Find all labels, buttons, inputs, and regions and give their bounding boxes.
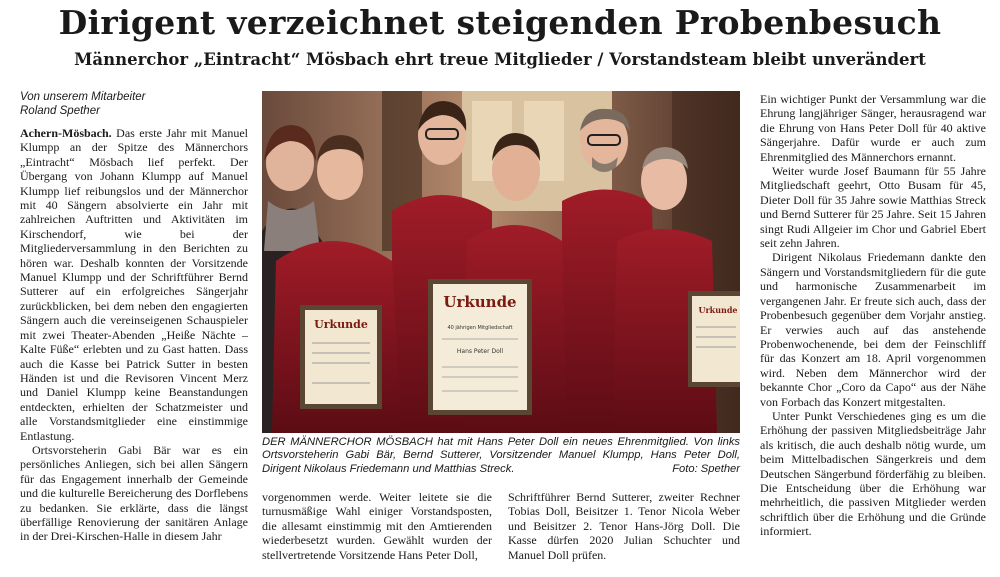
paragraph-text: Das erste Jahr mit Manuel Klumpp an der Spitze des Männerchors „Eintracht“ Mösbach lief perfekt. Der Übergang von Johann Klumpp auf Manuel Klumpp lief reibungslos und der Männerchor mit 40 Sängern absolvierte ein Jahr mit zahlreichen Auftritten und Aktivitäten im Kirschendorf, wie bei der Mitgliederversammlung in den Berichten zu hören war. Deshalb konnten der Vorsitzende Manuel Klumpp und der Schriftführer Bernd Sutterer auf ein erfolgreiches Sängerjahr zurückblicken, bei dem neben den engagierten Sängern auch die vereinseigenen Schauspieler mit zwei Theater-Abenden „Heiße Nächte – Kalte Füße“ erlebten und zu Gast hatten. Dass auch die Kasse bei Patrick Sutter in besten Händen ist und die Revisoren Vincent Merz und Daniel Klumpp keine Beanstandungen entdeckten, erhielten der Schatzmeister und alle Vorstandsmitglieder eine einstimmige Entlastung. [20,126,249,443]
certificate-center-title: Urkunde [443,293,517,311]
article-subheadline: Männerchor „Eintracht“ Mösbach ehrt treue Mitglieder / Vorstandsteam bleibt unverändert [74,50,926,69]
paragraph: Unter Punkt Verschiedenes ging es um die Erhöhung der passiven Mitgliedsbeiträge Jahr als kritisch, die auch deshalb nötig wurde, um beim Mittelbadischen Sängerkreis und dem Deutschen Sängerbund förderfähig zu bleiben. Die Entscheidung über die Erhöhung war mehrheitlich, die passiven Mitglieder werden schriftlich über die Erhöhung und die Gründe informiert. [760,408,986,539]
article-column-2 [262,490,492,562]
paragraph: Weiter wurde Josef Baumann für 55 Jahre Mitgliedschaft geehrt, Otto Busam für 45, Dieter Doll für 35 Jahre sowie Matthias Streck und Bernd Sutterer für 25 Jahre. Seit 15 Jahren singt Rudi Allgeier im Chor und Gabriel Ebert seit zehn Jahren. [760,164,986,251]
caption-text: hat mit Hans Peter Doll ein neues Ehrenmitglied. Von links Ortsvorsteherin Gabi Bär, Bernd Sutterer, Vorsitzender Manuel Klumpp, Hans Peter Doll, Dirigent Nikolaus Friedemann und Matthias Streck. [262,436,741,475]
certificate-left [300,305,382,409]
certificate-left-title: Urkunde [314,318,368,331]
certificate-center-line: 40 jährigen Mitgliedschaft [447,325,513,331]
article-photo [262,91,740,433]
certificate-right [688,291,740,387]
article-column-3 [508,490,740,562]
paragraph [20,126,248,443]
byline-line-1: Von unserem Mitarbeiter [20,91,146,103]
article-headline: Dirigent verzeichnet steigenden Probenbesuch [58,3,942,42]
paragraph: Schriftführer Bernd Sutterer, zweiter Rechner Tobias Doll, Beisitzer 1. Tenor Nicola Weber und Beisitzer 2. Tenor Hans-Jörg Doll. Die Kasse dürfen 2020 Julian Schuchter und Manuel Doll prüfen. [508,490,740,562]
photo-credit: Foto: Spether [672,462,740,475]
certificate-center [428,279,532,415]
dateline: Achern-Mösbach. [20,126,112,140]
byline-author: Roland Spether [20,104,100,117]
paragraph: Ein wichtiger Punkt der Versammlung war die Ehrung langjähriger Sänger, herausragend war die Ehrung von Hans Peter Doll für 40 aktive Sängerjahre. Dafür wurde er auch zum Ehrenmitglied des Männerchors ernannt. [760,92,986,164]
certificate-center-name: Hans Peter Doll [456,348,504,355]
choir-photo-illustration [262,91,740,433]
caption-lead: DER MÄNNERCHOR MÖSBACH [262,436,433,448]
byline [20,91,248,118]
article-column-1 [20,126,248,544]
paragraph: vorgenommen werde. Weiter leitete sie die turnusmäßige Wahl einiger Vorstandsposten, die allesamt einstimmig mit den Amtierenden wiederbesetzt wurden. Gewählt wurden der stellvertretende Vorsitzende Hans Peter Doll, [262,490,492,562]
photo-caption [262,436,740,476]
article-column-4 [760,92,986,539]
paragraph: Ortsvorsteherin Gabi Bär war es ein persönliches Anliegen, sich bei allen Sängern für das Engagement innerhalb der Gemeinde und die kulturelle Bereicherung des Dorflebens zu bedanken. Sie erklärte, dass die längst überfällige Renovierung der sanitären Anlage in der Drei-Kirschen-Halle in diesem Jahr [20,442,248,544]
certificate-right-title: Urkunde [698,305,738,315]
paragraph: Dirigent Nikolaus Friedemann dankte den Sängern und Vorstandsmitgliedern für die gute und harmonische Zusammenarbeit im vergangenen Jahr. Er freute sich auch, dass der Probenbesuch gegenüber dem Vorjahr anstieg. Er verwies auch auf das anstehende Probenwochenende, bei dem der Feinschliff für das Konzert am 18. April vorgenommen wird. Neben dem Männerchor wird der bekannte Chor „Coro da Capo“ aus der Nähe von Forbach das Konzert mitgestalten. [760,250,986,409]
